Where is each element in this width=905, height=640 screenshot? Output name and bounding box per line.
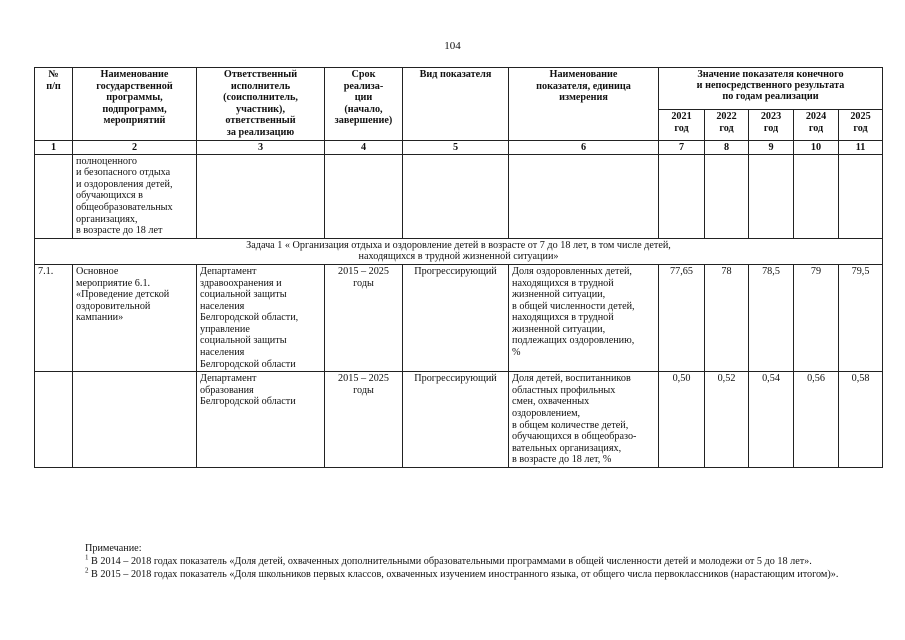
value-2022: 0,52 (705, 372, 749, 468)
footnote-2: $^2$ В 2015 – 2018 годах показатель «Доля школьников первых классов, охваченных изучением иностранного языка, от общего числа первоклассников (нарастающим итогом)». (85, 566, 839, 580)
column-number: 1 (35, 140, 73, 154)
footnote-mark: 2 (85, 566, 89, 575)
column-number: 10 (794, 140, 839, 154)
term: 2015 – 2025 годы (325, 264, 403, 371)
event-name: Основное мероприятие 6.1. «Проведение детской оздоровительной кампании» (73, 264, 197, 371)
value-2021: 77,65 (659, 264, 705, 371)
column-number: 7 (659, 140, 705, 154)
column-number: 6 (509, 140, 659, 154)
continuation-row (35, 154, 883, 238)
header-year: 2022 год (705, 110, 749, 140)
footnote-mark: 1 (85, 553, 89, 562)
notes-title: Примечание: (85, 543, 142, 554)
value-2022: 78 (705, 264, 749, 371)
task-title: Задача 1 « Организация отдыха и оздоровление детей в возрасте от 7 до 18 лет, в том числе детей, находящихся в трудной жизненной ситуации» (35, 238, 883, 264)
value-2024: 79 (794, 264, 839, 371)
value-2023: 0,54 (749, 372, 794, 468)
header-term: Срок реализа- ции (начало, завершение) (325, 68, 403, 141)
column-number: 8 (705, 140, 749, 154)
row-number (35, 372, 73, 468)
header-row-1 (35, 68, 883, 110)
header-year: 2021 год (659, 110, 705, 140)
header-year: 2024 год (794, 110, 839, 140)
indicator-type: Прогрессирующий (403, 372, 509, 468)
footnote-1: $^1$ В 2014 – 2018 годах показатель «Доля детей, охваченных дополнительными образовательными программами в общей численности детей и молодежи от 5 до 18 лет». (85, 553, 812, 567)
column-numbers-row (35, 140, 883, 154)
value-2025: 0,58 (839, 372, 883, 468)
value-2023: 78,5 (749, 264, 794, 371)
header-year: 2025 год (839, 110, 883, 140)
value-2024: 0,56 (794, 372, 839, 468)
task-row (35, 238, 883, 264)
header-indicator-type: Вид показателя (403, 68, 509, 141)
term: 2015 – 2025 годы (325, 372, 403, 468)
column-number: 2 (73, 140, 197, 154)
value-2021: 0,50 (659, 372, 705, 468)
column-number: 4 (325, 140, 403, 154)
executor: Департамент здравоохранения и социальной защиты населения Белгородской области, управление социальной защиты населения Белгородской области (197, 264, 325, 371)
column-number: 3 (197, 140, 325, 154)
table-row (35, 264, 883, 371)
header-values-group: Значение показателя конечного и непосредственного результата по годам реализации (659, 68, 883, 110)
indicators-table (34, 67, 883, 468)
indicator-name: Доля оздоровленных детей, находящихся в трудной жизненной ситуации, в общей численности детей, находящихся в трудной жизненной ситуации, подлежащих оздоровлению, % (509, 264, 659, 371)
row-number: 7.1. (35, 264, 73, 371)
indicator-name: Доля детей, воспитанников областных профильных смен, охваченных оздоровлением, в общем количестве детей, обучающихся в общеобразо- вательных организациях, в возрасте до 18 лет, % (509, 372, 659, 468)
executor: Департамент образования Белгородской области (197, 372, 325, 468)
footnotes (45, 542, 885, 581)
continuation-text: полноценного и безопасного отдыха и оздоровления детей, обучающихся в общеобразовательных организациях, в возрасте до 18 лет (73, 154, 197, 238)
value-2025: 79,5 (839, 264, 883, 371)
event-name (73, 372, 197, 468)
column-number: 9 (749, 140, 794, 154)
column-number: 11 (839, 140, 883, 154)
header-indicator-name: Наименование показателя, единица измерения (509, 68, 659, 141)
header-year: 2023 год (749, 110, 794, 140)
page-number: 104 (444, 40, 461, 52)
header-program: Наименование государственной программы, подпрограмм, мероприятий (73, 68, 197, 141)
table-row (35, 372, 883, 468)
indicator-type: Прогрессирующий (403, 264, 509, 371)
column-number: 5 (403, 140, 509, 154)
header-num: № п/п (35, 68, 73, 141)
header-executor: Ответственный исполнитель (соисполнитель, участник), ответственный за реализацию (197, 68, 325, 141)
